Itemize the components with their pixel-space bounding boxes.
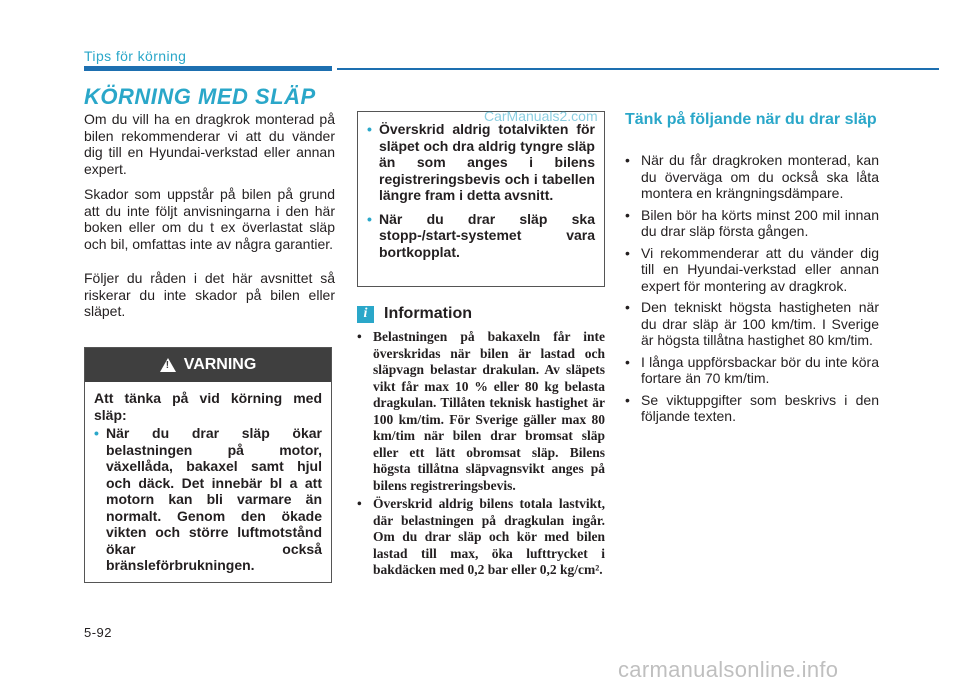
bullet-icon: • [357,329,362,344]
warning-body [85,382,331,574]
tips-item-text: Den tekniskt högsta hastigheten när du drar släp är 100 km/tim. I Sverige är högsta tillåtna hastighet 80 km/tim. [641,299,879,348]
bullet-icon: • [357,496,362,511]
bullet-icon: • [625,299,630,315]
intro-column [84,111,335,329]
intro-paragraph: Skador som uppstår på bilen på grund att du inte följt anvisningarna i den här boken eller om du t ex överlastat släp och bil, omfattas inte av några garantier. [84,186,335,252]
information-item-text: Belastningen på bakaxeln får inte överskridas när bilen är lastad och släpvagn belastar drakulan. Av släpets vikt får max 10 % eller 80 kg belasta dragkulan. Tillåten teknisk hastighet är 100 km/tim. För Sverige gäller max 80 km/tim när bilen drar bromsat släp eller ett lätt obromsat släp. Bilens högsta tillåtna släpvagnsvikt anges på bilens registreringsbevis. [373,329,605,493]
warning-box [84,347,332,583]
tips-item [625,245,879,295]
page-title: KÖRNING MED SLÄP [84,84,316,109]
tips-item-text: Vi rekommenderar att du vänder dig till en Hyundai-verkstad eller annan expert för montering av dragkrok. [641,244,879,294]
information-title: Information [384,305,472,322]
bullet-icon: • [625,391,630,408]
bullet-icon: • [94,425,99,441]
caution-item-text: När du drar släp ska stopp-/start-systemet vara bortkopplat. [379,210,595,260]
subsection-title: Tänk på följande när du drar släp [625,111,877,128]
tips-item-text: Bilen bör ha körts minst 200 mil innan du drar släp första gången. [641,206,879,239]
warning-item [94,425,322,574]
section-label: Tips för körning [84,48,187,64]
intro-paragraph: Följer du råden i det här avsnittet så riskerar du inte skador på bilen eller släpet. [84,270,335,319]
watermark-top: CarManuals2.com [484,108,598,124]
information-item [357,496,605,579]
tips-item [625,354,879,387]
information-item [357,329,605,494]
bullet-icon: • [625,206,630,223]
caution-box [357,111,605,287]
information-header [357,305,472,323]
bullet-icon: • [367,210,372,227]
warning-item-text: När du drar släp ökar belastningen på motor, växellåda, bakaxel samt hjul och däck. Det innebär bl a att motorn kan bli varmare än normalt. Genom den ökade vikten och större luftmotstånd ökar också bränsleförbrukningen. [106,425,322,573]
tips-item [625,152,879,202]
tips-item [625,299,879,349]
warning-icon [160,358,176,372]
info-icon: i [357,306,374,323]
information-item-text: Överskrid aldrig bilens totala lastvikt, där belastningen på dragkulan ingår. Om du drar släp och kör med bilen lastad till max, öka lufttrycket i bakdäcken med 0,2 bar eller 0,2 kg/cm². [373,496,605,577]
tips-list [625,152,879,430]
tips-item-text: I långa uppförsbackar bör du inte köra fortare än 70 km/tim. [641,353,879,386]
warning-intro: Att tänka på vid körning med släp: [94,390,322,423]
tips-item [625,207,879,240]
bullet-icon: • [625,244,630,261]
caution-item [367,121,595,204]
warning-title: VARNING [183,356,257,373]
caution-item [367,211,595,261]
bullet-icon: • [625,152,630,168]
page-number: 5-92 [84,625,113,640]
tips-item [625,392,879,425]
caution-item-text: Överskrid aldrig totalvikten för släpet och dra aldrig tyngre släp än som anges i bilens registreringsbevis och i tabellen längre fram i detta avsnitt. [379,121,595,203]
header-rule-thick [84,66,332,71]
header-rule-thin [337,68,939,70]
watermark-bottom: carmanualsonline.info [618,657,839,682]
bullet-icon: • [367,121,372,137]
tips-item-text: När du får dragkroken monterad, kan du överväga om du också ska låta montera en krängningsdämpare. [641,152,879,201]
tips-item-text: Se viktuppgifter som beskrivs i den följande texten. [641,391,879,424]
warning-header [85,348,331,382]
bullet-icon: • [625,353,630,370]
intro-paragraph: Om du vill ha en dragkrok monterad på bilen rekommenderar vi att du vänder dig till en Hyundai-verkstad eller annan expert. [84,111,335,177]
information-list [357,329,605,581]
